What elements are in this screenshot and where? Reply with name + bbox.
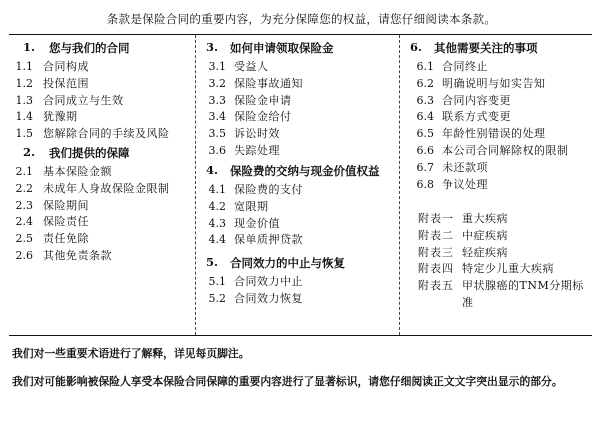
toc-item-6-3[interactable] bbox=[400, 93, 593, 110]
footer-note-highlight: 我们对可能影响被保险人享受本保险合同保障的重要内容进行了显著标识，请您仔细阅读正文文字突出显示的部分。 bbox=[12, 375, 563, 388]
toc-column-1 bbox=[9, 35, 191, 335]
item-label: 未还款项 bbox=[442, 160, 488, 174]
item-number: 6.2 bbox=[416, 76, 434, 90]
item-number: 4.3 bbox=[208, 216, 226, 230]
section-title-2[interactable]: 2. 我们提供的保障 bbox=[22, 145, 130, 160]
item-label: 宽限期 bbox=[234, 199, 269, 213]
toc-item-6-1[interactable] bbox=[400, 59, 593, 76]
item-number: 4.4 bbox=[208, 233, 226, 247]
appendix-item-5[interactable] bbox=[400, 278, 593, 312]
item-number: 3.3 bbox=[208, 93, 226, 107]
item-label: 年龄性别错误的处理 bbox=[442, 127, 546, 141]
section-title-6[interactable]: 6. 其他需要关注的事项 bbox=[409, 40, 538, 55]
item-label: 犹豫期 bbox=[43, 110, 78, 124]
toc-item-5-2[interactable] bbox=[196, 291, 396, 308]
table-of-contents bbox=[9, 34, 592, 336]
item-label: 受益人 bbox=[234, 60, 269, 73]
item-label: 争议处理 bbox=[442, 177, 488, 191]
item-label: 合同效力中止 bbox=[234, 275, 303, 288]
toc-column-2 bbox=[195, 35, 396, 335]
toc-item-3-1[interactable] bbox=[196, 59, 396, 76]
item-label: 合同效力恢复 bbox=[234, 291, 303, 305]
item-label: 明确说明与如实告知 bbox=[442, 76, 546, 90]
section-title-3[interactable]: 3. 如何申请领取保险金 bbox=[205, 40, 334, 55]
item-number: 2.1 bbox=[15, 165, 33, 178]
toc-item-2-1[interactable] bbox=[9, 164, 191, 181]
toc-item-6-2[interactable] bbox=[400, 76, 593, 93]
item-label: 甲状腺癌的TNM分期标准 bbox=[462, 279, 584, 309]
item-label: 合同成立与生效 bbox=[43, 93, 124, 107]
item-number: 1.3 bbox=[15, 93, 33, 107]
item-label: 诉讼时效 bbox=[234, 127, 280, 141]
item-number: 6.7 bbox=[416, 160, 434, 174]
item-number: 6.5 bbox=[416, 127, 434, 141]
item-label: 保险费的支付 bbox=[234, 183, 303, 196]
item-label: 保险金申请 bbox=[234, 93, 292, 107]
item-number: 附表三 bbox=[418, 245, 454, 259]
item-label: 本公司合同解除权的限制 bbox=[442, 143, 569, 157]
toc-item-2-3[interactable] bbox=[9, 198, 191, 215]
item-number: 2.2 bbox=[15, 181, 33, 195]
toc-item-1-2[interactable] bbox=[9, 76, 191, 93]
toc-item-2-6[interactable] bbox=[9, 248, 191, 265]
toc-item-1-1[interactable] bbox=[9, 59, 191, 76]
item-label: 重大疾病 bbox=[462, 212, 508, 225]
item-number: 4.1 bbox=[208, 183, 226, 196]
appendix-item-1[interactable] bbox=[400, 211, 593, 228]
toc-item-4-1[interactable] bbox=[196, 182, 396, 199]
section-title-5[interactable]: 5. 合同效力的中止与恢复 bbox=[205, 255, 345, 270]
notice-text: 条款是保险合同的重要内容，为充分保障您的权益，请您仔细阅读本条款。 bbox=[106, 12, 497, 26]
toc-item-1-3[interactable] bbox=[9, 93, 191, 110]
item-label: 保险责任 bbox=[43, 215, 89, 229]
toc-item-6-6[interactable] bbox=[400, 143, 593, 160]
item-label: 轻症疾病 bbox=[462, 245, 508, 259]
toc-column-3 bbox=[399, 35, 593, 335]
toc-item-1-4[interactable] bbox=[9, 109, 191, 126]
toc-item-3-6[interactable] bbox=[196, 143, 396, 160]
section-title-1[interactable]: 1. 您与我们的合同 bbox=[22, 40, 130, 55]
appendix-item-3[interactable] bbox=[400, 245, 593, 262]
item-number: 3.2 bbox=[208, 76, 226, 90]
item-label: 失踪处理 bbox=[234, 143, 280, 157]
item-number: 2.6 bbox=[15, 248, 33, 262]
section-title-4[interactable]: 4. 保险费的交纳与现金价值权益 bbox=[205, 163, 380, 178]
item-number: 2.5 bbox=[15, 232, 33, 246]
item-label: 联系方式变更 bbox=[442, 110, 511, 124]
item-label: 合同构成 bbox=[43, 60, 89, 73]
appendix-item-2[interactable] bbox=[400, 228, 593, 245]
item-number: 2.4 bbox=[15, 215, 33, 229]
item-number: 6.1 bbox=[416, 60, 434, 73]
item-label: 保险金给付 bbox=[234, 110, 292, 124]
toc-item-3-3[interactable] bbox=[196, 93, 396, 110]
toc-item-6-4[interactable] bbox=[400, 109, 593, 126]
item-number: 附表二 bbox=[418, 228, 454, 242]
item-number: 3.5 bbox=[208, 127, 226, 141]
item-number: 附表一 bbox=[418, 212, 454, 225]
item-number: 5.1 bbox=[208, 275, 226, 288]
item-number: 6.4 bbox=[416, 110, 434, 124]
item-number: 3.4 bbox=[208, 110, 226, 124]
toc-item-4-4[interactable] bbox=[196, 232, 396, 249]
toc-item-3-5[interactable] bbox=[196, 126, 396, 143]
toc-item-4-3[interactable] bbox=[196, 216, 396, 233]
item-number: 附表四 bbox=[418, 262, 454, 276]
item-label: 合同终止 bbox=[442, 60, 488, 73]
item-label: 保单质押贷款 bbox=[234, 233, 303, 247]
item-number: 附表五 bbox=[418, 279, 454, 293]
toc-item-5-1[interactable] bbox=[196, 274, 396, 291]
toc-item-2-4[interactable] bbox=[9, 214, 191, 231]
toc-item-1-5[interactable] bbox=[9, 126, 191, 143]
item-number: 1.5 bbox=[15, 127, 33, 141]
item-label: 保险事故通知 bbox=[234, 76, 303, 90]
toc-item-3-2[interactable] bbox=[196, 76, 396, 93]
item-label: 合同内容变更 bbox=[442, 93, 511, 107]
item-number: 1.1 bbox=[15, 60, 33, 73]
item-number: 6.8 bbox=[416, 177, 434, 191]
toc-item-3-4[interactable] bbox=[196, 109, 396, 126]
item-number: 2.3 bbox=[15, 198, 33, 212]
item-label: 保险期间 bbox=[43, 198, 89, 212]
item-number: 3.6 bbox=[208, 143, 226, 157]
toc-item-2-5[interactable] bbox=[9, 231, 191, 248]
item-number: 6.6 bbox=[416, 143, 434, 157]
item-label: 中症疾病 bbox=[462, 228, 508, 242]
item-label: 特定少儿重大疾病 bbox=[462, 262, 554, 276]
item-number: 6.3 bbox=[416, 93, 434, 107]
toc-item-4-2[interactable] bbox=[196, 199, 396, 216]
item-label: 未成年人身故保险金限制 bbox=[43, 181, 170, 195]
item-number: 1.2 bbox=[15, 76, 33, 90]
item-number: 5.2 bbox=[208, 291, 226, 305]
item-label: 基本保险金额 bbox=[43, 165, 112, 178]
item-label: 责任免除 bbox=[43, 232, 89, 246]
toc-item-6-5[interactable] bbox=[400, 126, 593, 143]
item-number: 3.1 bbox=[208, 60, 226, 73]
item-label: 您解除合同的手续及风险 bbox=[43, 127, 170, 141]
appendix-item-4[interactable] bbox=[400, 261, 593, 278]
item-label: 投保范围 bbox=[43, 76, 89, 90]
item-label: 现金价值 bbox=[234, 216, 280, 230]
toc-item-6-7[interactable] bbox=[400, 160, 593, 177]
item-number: 1.4 bbox=[15, 110, 33, 124]
toc-item-6-8[interactable] bbox=[400, 177, 593, 194]
footer-note-terms: 我们对一些重要术语进行了解释，详见每页脚注。 bbox=[12, 347, 250, 360]
item-label: 其他免责条款 bbox=[43, 248, 112, 262]
toc-item-2-2[interactable] bbox=[9, 181, 191, 198]
item-number: 4.2 bbox=[208, 199, 226, 213]
